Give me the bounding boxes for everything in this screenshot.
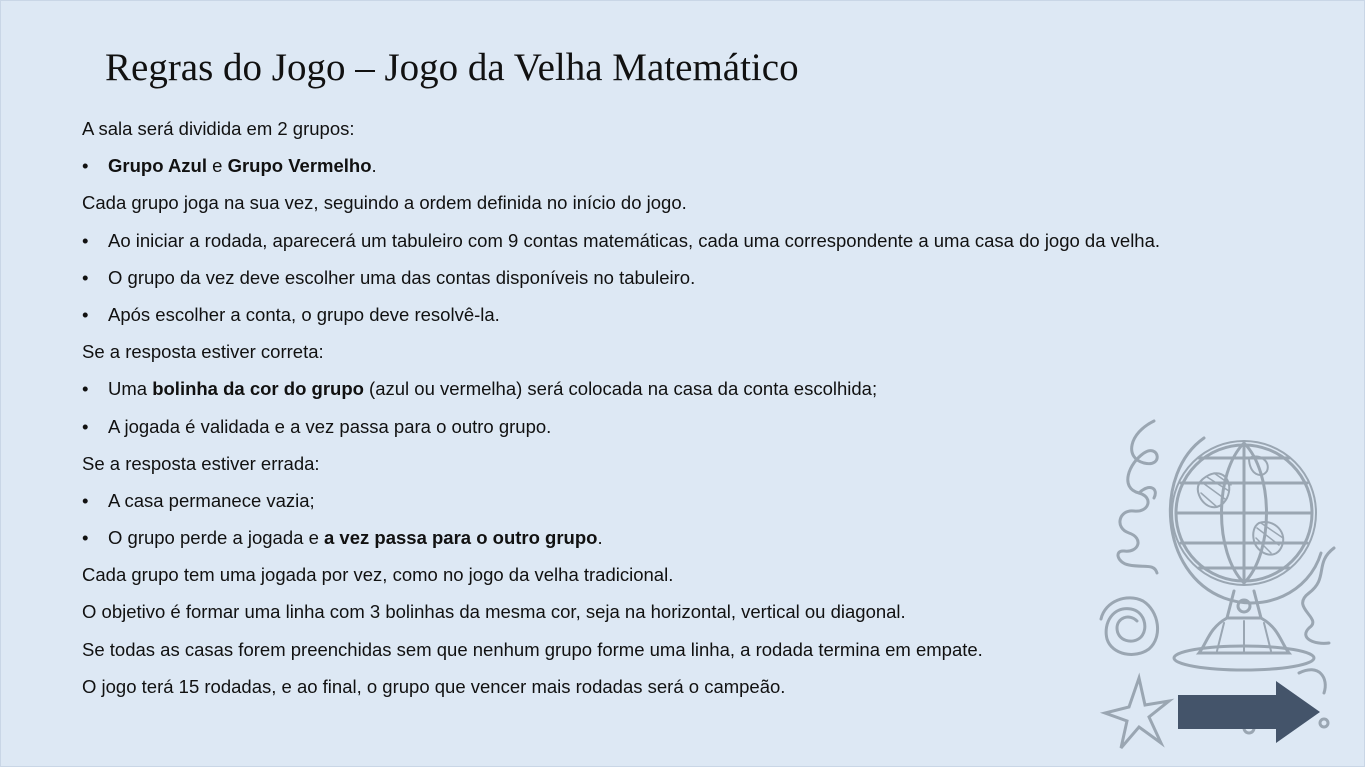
bullet-dot: •: [82, 303, 89, 325]
text: .: [371, 155, 377, 177]
bullet-dot: •: [82, 489, 89, 511]
text: O grupo perde a jogada e: [108, 527, 324, 549]
text: (azul ou vermelha) será colocada na casa da conta escolhida;: [363, 378, 878, 400]
rule-line: A sala será dividida em 2 grupos:: [82, 118, 355, 139]
text: e: [207, 155, 228, 177]
bullet-text: Ao iniciar a rodada, aparecerá um tabuleiro com 9 contas matemáticas, cada uma correspondente a uma casa do jogo da velha.: [108, 229, 1161, 251]
bullet-item: [82, 417, 1262, 454]
bullet-item: [82, 305, 1262, 342]
rule-line: Se a resposta estiver errada:: [82, 452, 320, 474]
bullet-item: [82, 156, 1262, 193]
rule-line: O objetivo é formar uma linha com 3 bolinhas da mesma cor, seja na horizontal, vertical ou diagonal.: [82, 601, 906, 623]
bullet-item: [82, 231, 1262, 268]
bullet-text: A jogada é validada e a vez passa para o outro grupo.: [108, 415, 552, 437]
rule-line: Se todas as casas forem preenchidas sem que nenhum grupo forme uma linha, a rodada termina em empate.: [82, 638, 983, 660]
bullet-dot: •: [82, 527, 89, 549]
right-arrow-icon[interactable]: [1176, 679, 1322, 745]
rule-line: Cada grupo joga na sua vez, seguindo a ordem definida no início do jogo.: [82, 192, 687, 214]
bold-text: bolinha da cor do grupo: [152, 378, 364, 400]
bullet-item: [82, 491, 1262, 528]
bullet-item: [82, 379, 1262, 416]
rule-line: Se a resposta estiver correta:: [82, 341, 324, 363]
bold-text: Grupo Azul: [108, 155, 207, 177]
text: Uma: [108, 378, 153, 400]
rules-content: [82, 119, 1262, 714]
bold-text: Grupo Vermelho: [227, 155, 372, 177]
bullet-dot: •: [82, 155, 89, 177]
bold-text: a vez passa para o outro grupo: [324, 527, 598, 549]
bullet-dot: •: [82, 229, 89, 251]
bullet-text: A casa permanece vazia;: [108, 489, 315, 511]
bullet-dot: •: [82, 378, 89, 400]
rule-line: Cada grupo tem uma jogada por vez, como no jogo da velha tradicional.: [82, 564, 674, 586]
bullet-text: Após escolher a conta, o grupo deve resolvê-la.: [108, 303, 500, 325]
bullet-dot: •: [82, 266, 89, 288]
rule-line: O jogo terá 15 rodadas, e ao final, o grupo que vencer mais rodadas será o campeão.: [82, 675, 786, 697]
bullet-dot: •: [82, 415, 89, 437]
bullet-item: [82, 268, 1262, 305]
text: .: [597, 527, 603, 549]
slide-title: Regras do Jogo – Jogo da Velha Matemático: [105, 46, 799, 89]
bullet-text: O grupo da vez deve escolher uma das contas disponíveis no tabuleiro.: [108, 266, 696, 288]
bullet-item: [82, 528, 1262, 565]
